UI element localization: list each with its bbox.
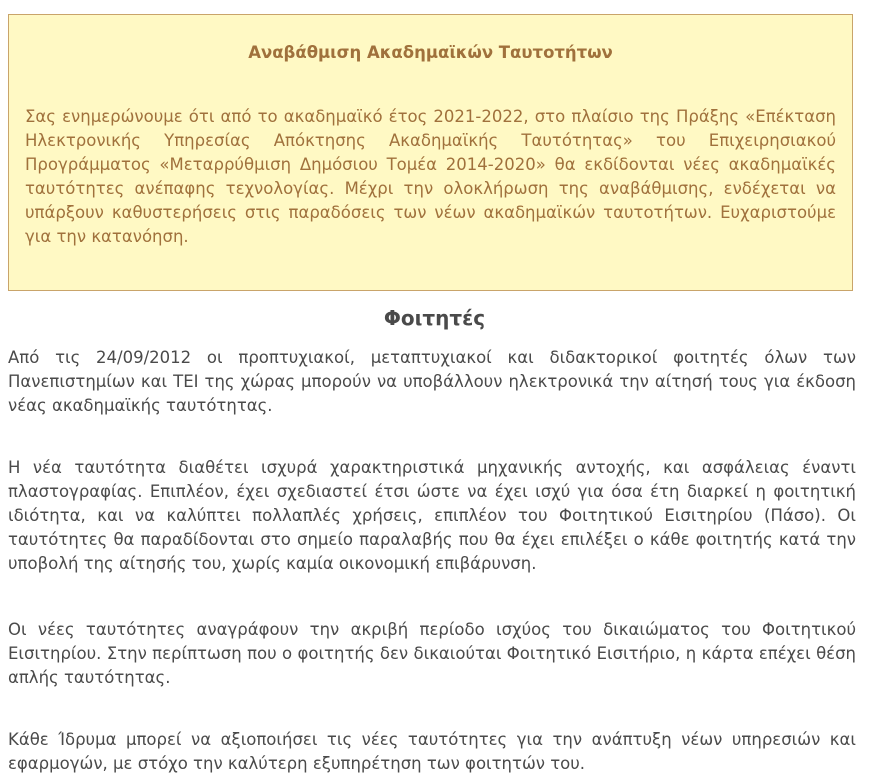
paragraph-ticket-validity: Οι νέες ταυτότητες αναγράφουν την ακριβή περίοδο ισχύος του δικαιώματος του Φοιτητικού Εισιτηρίου. Στην περίπτωση που ο φοιτητής δεν δικαιούται Φοιτητικό Εισιτήριο, η κάρτα επέχει θέση απλής ταυτότητας. — [8, 620, 856, 687]
paragraph-card-features: Η νέα ταυτότητα διαθέτει ισχυρά χαρακτηριστικά μηχανικής αντοχής, και ασφάλειας έναντι πλαστογραφίας. Επιπλέον, έχει σχεδιαστεί έτσι ώστε να έχει ισχύ για όσα έτη διαρκεί η φοιτητική ιδιότητα, και να καλύπτει πολλαπλές χρήσεις, επιπλέον του Φοιτητικού Εισιτηρίου (Πάσο). Οι ταυτότητες θα παραδίδονται στο σημείο παραλαβής που θα έχει επιλέξει ο κάθε φοιτητής κατά την υποβολή της αίτησής του, χωρίς καμία οικονομική επιβάρυνση. — [8, 458, 856, 573]
notice-text: Σας ενημερώνουμε ότι από το ακαδημαϊκό έτος 2021-2022, στο πλαίσιο της Πράξης «Επέκταση Ηλεκτρονικής Υπηρεσίας Απόκτησης Ακαδημαϊκής Ταυτότητας» του Επιχειρησιακού Προγράμματος «Μεταρρύθμιση Δημόσιου Τομέα 2014-2020» θα εκδίδονται νέες ακαδημαϊκές ταυτότητες ανέπαφης τεχνολογίας. Μέχρι την ολοκλήρωση της αναβάθμισης, ενδέχεται να υπάρξουν καθυστερήσεις στις παραδόσεις των νέων ακαδημαϊκών ταυτοτήτων. Ευχαριστούμε για την κατανόηση. — [25, 107, 836, 246]
paragraph-application-start: Από τις 24/09/2012 οι προπτυχιακοί, μεταπτυχιακοί και διδακτορικοί φοιτητές όλων των Πανεπιστημίων και ΤΕΙ της χώρας μπορούν να υποβάλλουν ηλεκτρονικά την αίτησή τους για έκδοση νέας ακαδημαϊκής ταυτότητας. — [8, 348, 856, 415]
paragraph-institution-services: Κάθε Ίδρυμα μπορεί να αξιοποιήσει τις νέες ταυτότητες για την ανάπτυξη νέων υπηρεσιών και εφαρμογών, με στόχο την καλύτερη εξυπηρέτηση των φοιτητών του. — [8, 730, 856, 773]
notice-title: Αναβάθμιση Ακαδημαϊκών Ταυτοτήτων — [248, 43, 613, 62]
section-title: Φοιτητές — [383, 306, 486, 330]
notice-box — [8, 14, 853, 291]
